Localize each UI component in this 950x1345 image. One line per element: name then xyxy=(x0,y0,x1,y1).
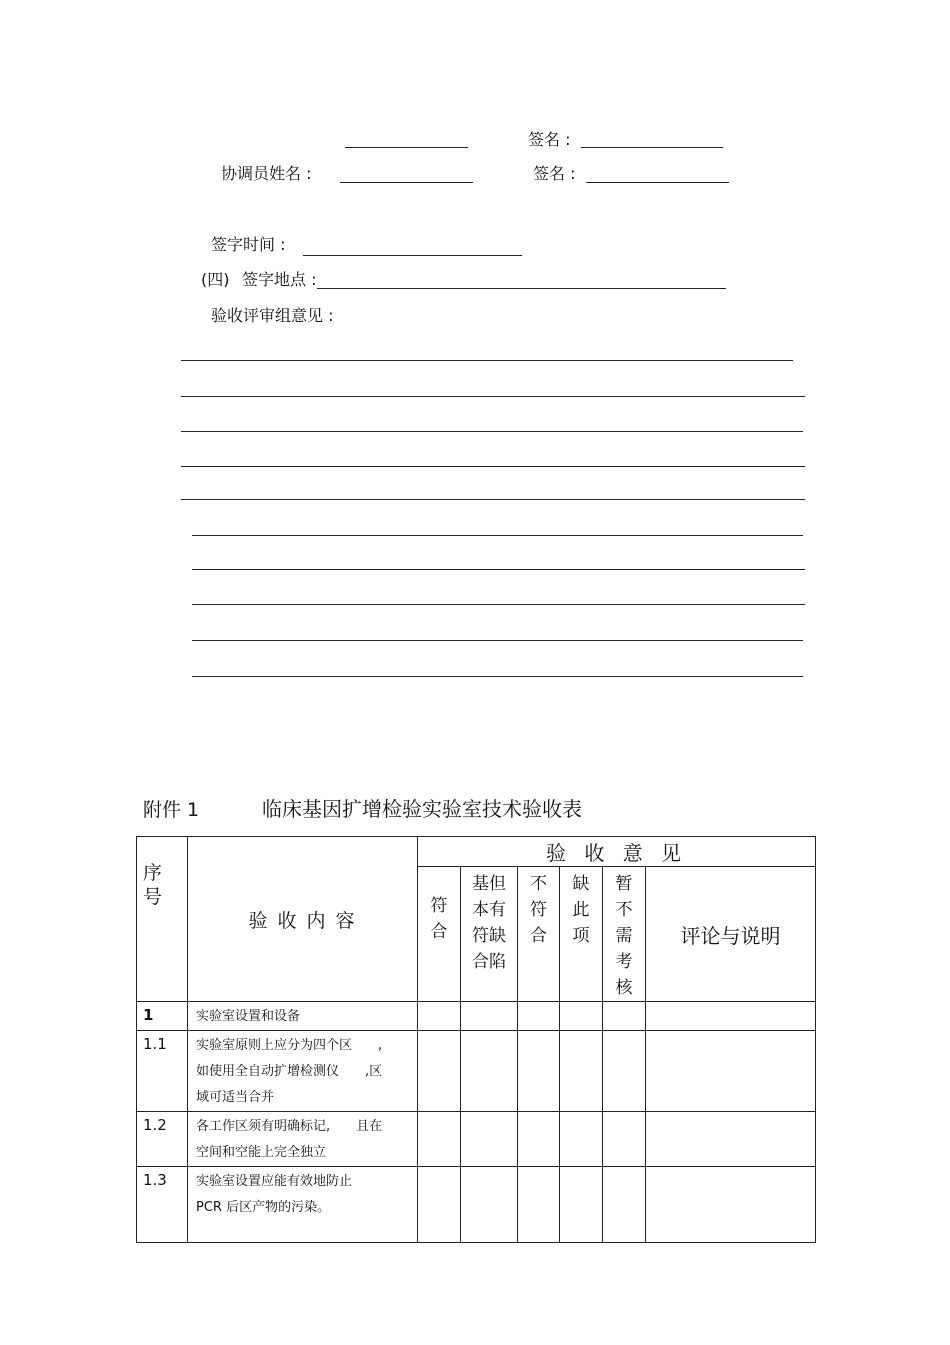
sign-time-label: 签字时间 : xyxy=(211,235,286,254)
cell-nonconform[interactable] xyxy=(518,1112,560,1167)
sign-time-line[interactable] xyxy=(303,255,522,256)
cell-conform[interactable] xyxy=(418,1031,461,1112)
header-missing xyxy=(560,867,603,1002)
header-content xyxy=(188,837,418,1002)
cell-not-required[interactable] xyxy=(603,1167,646,1243)
opinion-line[interactable] xyxy=(181,499,805,500)
cell-missing[interactable] xyxy=(560,1167,603,1243)
acceptance-table xyxy=(136,836,816,1243)
opinion-line[interactable] xyxy=(192,535,803,536)
opinion-line[interactable] xyxy=(192,604,805,605)
row-number: 1.1 xyxy=(137,1031,188,1112)
cell-not-required[interactable] xyxy=(603,1112,646,1167)
row-content-text: 实验室原则上应分为四个区 , 如使用全自动扩增检测仪 ,区 域可适当合并 xyxy=(196,1038,383,1105)
header-seq xyxy=(137,837,188,1002)
header-conform xyxy=(418,867,461,1002)
row-content-text: 实验室设置应能有效地防止 PCR 后区产物的污染。 xyxy=(196,1174,353,1215)
cell-missing[interactable] xyxy=(560,1031,603,1112)
opinion-line[interactable] xyxy=(192,676,803,677)
sign-place-label: 签字地点 : xyxy=(242,270,317,289)
header-comment xyxy=(646,867,816,1002)
table-row xyxy=(137,1031,816,1112)
opinion-line[interactable] xyxy=(181,466,805,467)
row-content xyxy=(188,1002,418,1031)
table-row xyxy=(137,1002,816,1031)
row-content-text: 实验室设置和设备 xyxy=(196,1009,301,1024)
cell-basic-conform[interactable] xyxy=(461,1031,518,1112)
row-number: 1.2 xyxy=(137,1112,188,1167)
cell-nonconform[interactable] xyxy=(518,1167,560,1243)
header-conform-text: 符 合 xyxy=(430,896,448,942)
table-row xyxy=(137,1112,816,1167)
header-not-required-text: 暂 不 需 考 核 xyxy=(615,874,633,998)
opinion-line[interactable] xyxy=(181,396,805,397)
table-row xyxy=(137,1167,816,1243)
row-content xyxy=(188,1112,418,1167)
cell-conform[interactable] xyxy=(418,1002,461,1031)
header-basic-conform-text: 基但 本有 符缺 合陷 xyxy=(472,874,506,972)
sign-place-prefix: (四) xyxy=(201,270,230,289)
sign-label-2: 签名 : xyxy=(533,164,576,183)
opinion-label: 验收评审组意见 : xyxy=(211,306,334,325)
header-content-text: 验 收 内 容 xyxy=(248,909,357,932)
cell-conform[interactable] xyxy=(418,1167,461,1243)
appendix-label: 附件 1 xyxy=(143,799,200,821)
header-basic-conform xyxy=(461,867,518,1002)
sign-place-line[interactable] xyxy=(317,288,726,289)
signature-line-2[interactable] xyxy=(581,147,723,148)
appendix-title: 临床基因扩增检验实验室技术验收表 xyxy=(262,797,582,821)
header-comment-text: 评论与说明 xyxy=(680,923,781,948)
header-seq-text: 序 号 xyxy=(143,862,163,908)
cell-missing[interactable] xyxy=(560,1002,603,1031)
cell-basic-conform[interactable] xyxy=(461,1167,518,1243)
header-not-required xyxy=(603,867,646,1002)
cell-comment[interactable] xyxy=(646,1031,816,1112)
cell-comment[interactable] xyxy=(646,1002,816,1031)
cell-missing[interactable] xyxy=(560,1112,603,1167)
header-opinion-text: 验 收 意 见 xyxy=(545,841,688,865)
cell-not-required[interactable] xyxy=(603,1031,646,1112)
row-content xyxy=(188,1167,418,1243)
cell-nonconform[interactable] xyxy=(518,1031,560,1112)
cell-nonconform[interactable] xyxy=(518,1002,560,1031)
header-nonconform xyxy=(518,867,560,1002)
row-content xyxy=(188,1031,418,1112)
row-number: 1 xyxy=(137,1002,188,1031)
cell-comment[interactable] xyxy=(646,1112,816,1167)
opinion-line[interactable] xyxy=(192,569,805,570)
opinion-line[interactable] xyxy=(192,640,803,641)
cell-comment[interactable] xyxy=(646,1167,816,1243)
row-number: 1.3 xyxy=(137,1167,188,1243)
opinion-line[interactable] xyxy=(181,431,803,432)
cell-basic-conform[interactable] xyxy=(461,1112,518,1167)
opinion-line[interactable] xyxy=(181,360,793,361)
header-nonconform-text: 不 符 合 xyxy=(530,874,547,946)
sign-label-1: 签名 : xyxy=(528,130,571,149)
cell-not-required[interactable] xyxy=(603,1002,646,1031)
cell-basic-conform[interactable] xyxy=(461,1002,518,1031)
coordinator-label: 协调员姓名 : xyxy=(221,164,312,183)
signature-line-1[interactable] xyxy=(345,147,468,148)
header-opinion-group xyxy=(418,837,816,867)
row-content-text: 各工作区须有明确标记, 且在 空间和空能上完全独立 xyxy=(196,1119,383,1160)
coordinator-name-line[interactable] xyxy=(340,182,473,183)
signature-line-3[interactable] xyxy=(586,182,729,183)
header-missing-text: 缺 此 项 xyxy=(572,874,590,946)
cell-conform[interactable] xyxy=(418,1112,461,1167)
